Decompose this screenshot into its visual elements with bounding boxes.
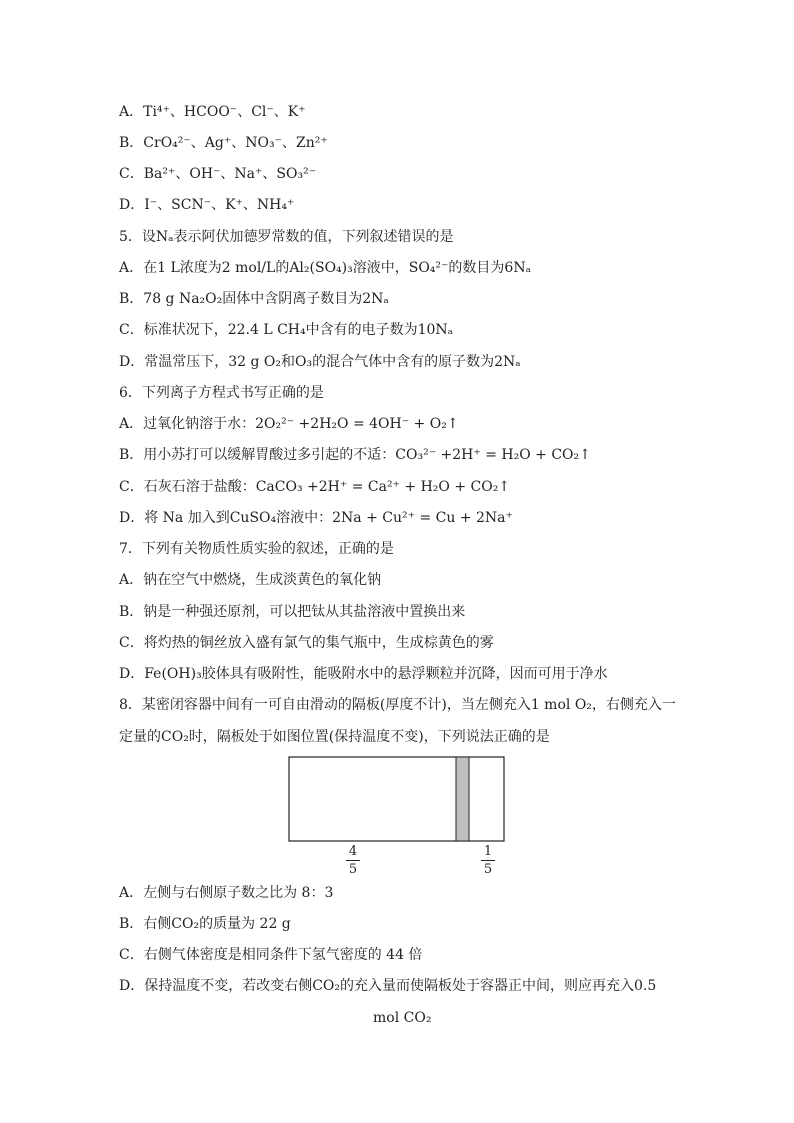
q4-option-b: B．CrO₄²⁻、Ag⁺、NO₃⁻、Zn²⁺ — [119, 135, 328, 151]
q8-stem-line2: 定量的CO₂时，隔板处于如图位置(保持温度不变)，下列说法正确的是 — [119, 729, 550, 745]
sliding-partition — [456, 757, 469, 841]
q7-option-c: C．将灼热的铜丝放入盛有氯气的集气瓶中，生成棕黄色的雾 — [119, 635, 494, 651]
q6-option-c: C．石灰石溶于盐酸：CaCO₃ +2H⁺ = Ca²⁺ + H₂O + CO₂↑ — [119, 479, 511, 495]
q7-option-a: A．钠在空气中燃烧，生成淡黄色的氧化钠 — [119, 572, 382, 588]
q7-option-d: D．Fe(OH)₃胶体具有吸附性，能吸附水中的悬浮颗粒并沉降，因而可用于净水 — [119, 666, 608, 682]
right-fraction-denominator: 5 — [483, 862, 493, 877]
q5-option-b: B．78 g Na₂O₂固体中含阴离子数目为2Nₐ — [119, 291, 389, 307]
q5-stem: 5．设Nₐ表示阿伏加德罗常数的值，下列叙述错误的是 — [119, 229, 454, 245]
container-box — [289, 757, 504, 841]
right-fraction — [481, 844, 495, 877]
container-diagram — [288, 756, 508, 884]
q4-option-d: D．I⁻、SCN⁻、K⁺、NH₄⁺ — [119, 197, 295, 213]
q6-option-b: B．用小苏打可以缓解胃酸过多引起的不适：CO₃²⁻ +2H⁺ = H₂O + CO₂↑ — [119, 447, 591, 463]
q5-option-c: C．标准状况下，22.4 L CH₄中含有的电子数为10Nₐ — [119, 322, 454, 338]
q5-option-a: A．在1 L浓度为2 mol/L的Al₂(SO₄)₃溶液中，SO₄²⁻的数目为6Nₐ — [119, 260, 531, 276]
left-fraction — [346, 844, 360, 877]
q8-option-d-line2: mol CO₂ — [373, 1010, 432, 1026]
q8-option-a: A．左侧与右侧原子数之比为 8：3 — [119, 885, 334, 901]
q7-option-b: B．钠是一种强还原剂，可以把钛从其盐溶液中置换出来 — [119, 604, 466, 620]
q5-option-d: D．常温常压下，32 g O₂和O₃的混合气体中含有的原子数为2Nₐ — [119, 354, 521, 370]
q8-option-d-line1: D．保持温度不变，若改变右侧CO₂的充入量而使隔板处于容器正中间，则应再充入0.5 — [119, 978, 657, 994]
q6-stem: 6．下列离子方程式书写正确的是 — [119, 385, 324, 401]
left-fraction-numerator: 4 — [348, 844, 358, 859]
q4-option-a: A．Ti⁴⁺、HCOO⁻、Cl⁻、K⁺ — [119, 104, 306, 120]
q8-stem-line1: 8．某密闭容器中间有一可自由滑动的隔板(厚度不计)，当左侧充入1 mol O₂，右侧充入一 — [119, 697, 676, 713]
q6-option-a: A．过氧化钠溶于水：2O₂²⁻ +2H₂O = 4OH⁻ + O₂↑ — [119, 416, 459, 432]
right-fraction-numerator: 1 — [483, 844, 493, 859]
q7-stem: 7．下列有关物质性质实验的叙述，正确的是 — [119, 541, 394, 557]
right-fraction-bar — [481, 860, 495, 861]
q6-option-d: D．将 Na 加入到CuSO₄溶液中：2Na + Cu²⁺ = Cu + 2Na⁺ — [119, 510, 513, 526]
left-fraction-denominator: 5 — [348, 862, 358, 877]
q8-option-b: B．右侧CO₂的质量为 22 g — [119, 916, 291, 932]
container-svg — [288, 756, 508, 880]
left-fraction-bar — [346, 860, 360, 861]
q8-option-c: C．右侧气体密度是相同条件下氢气密度的 44 倍 — [119, 947, 423, 963]
q4-option-c: C．Ba²⁺、OH⁻、Na⁺、SO₃²⁻ — [119, 166, 317, 182]
